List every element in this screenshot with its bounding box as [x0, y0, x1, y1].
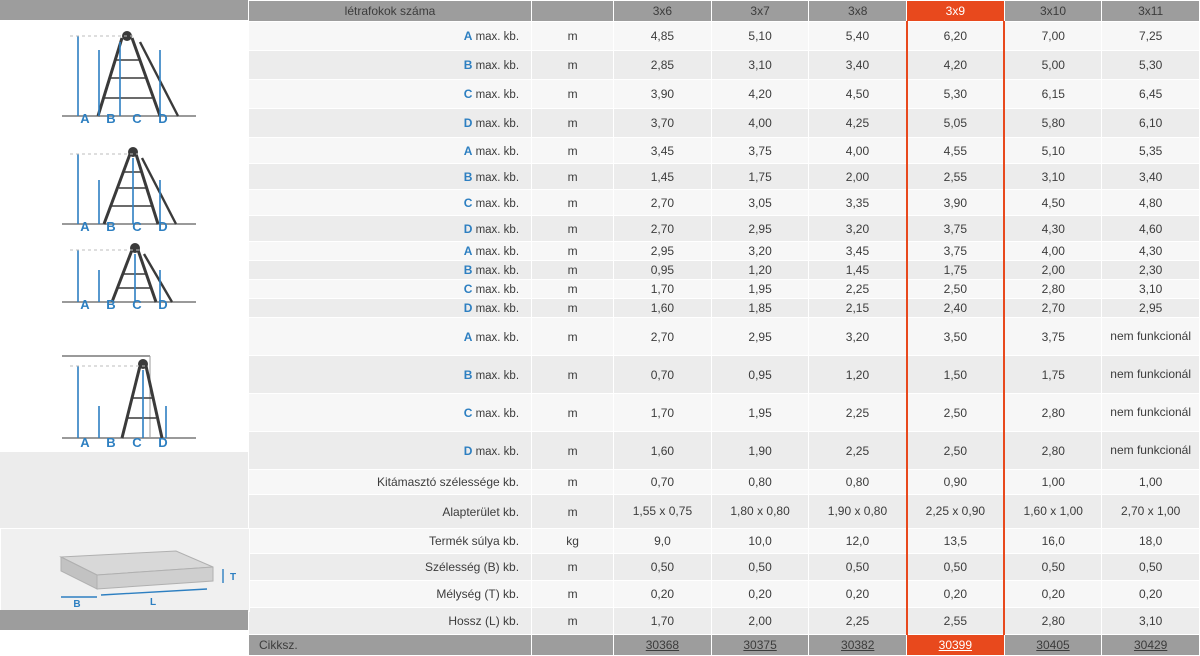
row-label [249, 190, 532, 216]
cell-3x6: 9,0 [614, 529, 712, 554]
article-number-value: 30405 [1036, 638, 1070, 652]
row-unit: kg [532, 529, 614, 554]
row-unit: m [532, 608, 614, 635]
cell-3x9: 0,90 [907, 470, 1005, 495]
cell-3x10: 2,70 [1004, 299, 1102, 318]
row-letter: B [463, 263, 473, 277]
row-letter: B [463, 169, 473, 184]
row-label: Termék súlya kb. [249, 529, 532, 554]
row-label [249, 356, 532, 394]
header-title: létrafokok száma [249, 1, 532, 22]
article-number-3x9[interactable] [907, 635, 1005, 656]
row-label: Szélesség (B) kb. [249, 554, 532, 581]
row-letter: D [463, 443, 473, 458]
row-support-width [249, 470, 1200, 495]
cell-3x10: 5,00 [1004, 51, 1102, 80]
row-unit: m [532, 109, 614, 138]
row-label [249, 318, 532, 356]
table-row [249, 299, 1200, 318]
row-package-depth [249, 581, 1200, 608]
table-row [249, 216, 1200, 242]
cell-3x6: 3,70 [614, 109, 712, 138]
header-col-3x6[interactable]: 3x6 [614, 1, 712, 22]
cell-3x11: 4,80 [1102, 190, 1200, 216]
row-letter: C [463, 87, 473, 101]
row-label [249, 242, 532, 261]
row-label-text: max. kb. [472, 31, 520, 43]
row-label-text: max. kb. [472, 89, 520, 101]
row-letter: D [463, 116, 473, 130]
cell-3x8: 0,50 [809, 554, 907, 581]
cell-3x11: 2,70 x 1,00 [1102, 495, 1200, 529]
cell-3x7: 5,10 [711, 22, 809, 51]
cell-3x6: 0,50 [614, 554, 712, 581]
cell-3x10: 2,80 [1004, 432, 1102, 470]
cell-3x6: 1,60 [614, 432, 712, 470]
row-package-length [249, 608, 1200, 635]
cell-3x11: 2,95 [1102, 299, 1200, 318]
table-row [249, 356, 1200, 394]
ladder-stair-configuration-icon [0, 314, 248, 452]
row-unit: m [532, 261, 614, 280]
figure-ladder-step-with-extension [0, 128, 248, 236]
row-unit: m [532, 51, 614, 80]
specification-table [248, 0, 1200, 656]
cell-3x9: 5,30 [907, 80, 1005, 109]
row-unit: m [532, 280, 614, 299]
package-box-icon [1, 529, 247, 609]
row-letter: A [463, 329, 473, 344]
cell-3x6: 0,20 [614, 581, 712, 608]
cell-3x9: 2,50 [907, 394, 1005, 432]
header-col-3x9[interactable]: 3x9 [907, 1, 1005, 22]
header-unit [532, 1, 614, 22]
row-product-weight [249, 529, 1200, 554]
cell-3x9: 2,40 [907, 299, 1005, 318]
cell-3x11: 6,45 [1102, 80, 1200, 109]
cell-3x6: 4,85 [614, 22, 712, 51]
cell-3x10: 4,30 [1004, 216, 1102, 242]
cell-3x7: 1,80 x 0,80 [711, 495, 809, 529]
row-label: Alapterület kb. [249, 495, 532, 529]
row-label-text: max. kb. [472, 284, 520, 296]
cell-3x6: 0,95 [614, 261, 712, 280]
cell-3x11: 2,30 [1102, 261, 1200, 280]
cell-3x8: 4,50 [809, 80, 907, 109]
cell-3x8: 2,25 [809, 432, 907, 470]
row-label-text: max. kb. [472, 171, 520, 184]
row-letter: B [463, 58, 473, 72]
table-header-row [249, 1, 1200, 22]
cell-3x8: 1,20 [809, 356, 907, 394]
cell-3x9: 13,5 [907, 529, 1005, 554]
cell-3x7: 1,20 [711, 261, 809, 280]
row-label [249, 216, 532, 242]
cell-3x7: 0,50 [711, 554, 809, 581]
table-row [249, 242, 1200, 261]
cell-3x9: 5,05 [907, 109, 1005, 138]
cell-3x9: 4,55 [907, 138, 1005, 164]
row-unit: m [532, 80, 614, 109]
row-label-text: max. kb. [472, 60, 520, 72]
cell-3x8: 1,90 x 0,80 [809, 495, 907, 529]
cell-3x11: 4,60 [1102, 216, 1200, 242]
illustration-blank-area [0, 452, 248, 528]
table-row [249, 318, 1200, 356]
table-row [249, 22, 1200, 51]
cell-3x8: 3,20 [809, 216, 907, 242]
article-number-value: 30368 [645, 638, 680, 652]
cell-3x8: 0,20 [809, 581, 907, 608]
row-unit: m [532, 216, 614, 242]
footer-row-article-numbers [249, 635, 1200, 656]
row-label-text: max. kb. [472, 369, 520, 382]
cell-3x6: 2,70 [614, 190, 712, 216]
cell-3x6: 3,45 [614, 138, 712, 164]
cell-3x6: 3,90 [614, 80, 712, 109]
cell-3x8: 3,45 [809, 242, 907, 261]
cell-3x8: 12,0 [809, 529, 907, 554]
cell-3x10: 2,00 [1004, 261, 1102, 280]
cell-3x11: 0,20 [1102, 581, 1200, 608]
cell-3x6: 2,95 [614, 242, 712, 261]
cell-3x6: 0,70 [614, 356, 712, 394]
svg-text:T: T [229, 572, 237, 583]
row-unit: m [532, 22, 614, 51]
cell-3x10: 16,0 [1004, 529, 1102, 554]
cell-3x7: 3,10 [711, 51, 809, 80]
article-number-value: 30429 [1133, 638, 1168, 652]
cell-3x8: 2,25 [809, 280, 907, 299]
cell-3x8: 0,80 [809, 470, 907, 495]
table-row [249, 109, 1200, 138]
cell-3x7: 1,95 [711, 394, 809, 432]
row-label [249, 138, 532, 164]
article-number-value: 30399 [938, 638, 973, 652]
svg-text:L: L [149, 597, 157, 608]
article-number-3x11[interactable] [1102, 635, 1200, 656]
cell-3x8: 5,40 [809, 22, 907, 51]
cell-3x6: 1,45 [614, 164, 712, 190]
table-row [249, 190, 1200, 216]
row-label [249, 80, 532, 109]
row-label-text: max. kb. [472, 407, 520, 420]
cell-3x6: 2,70 [614, 216, 712, 242]
footer-label: Cikksz. [249, 635, 532, 656]
article-number-3x10[interactable] [1004, 635, 1102, 656]
row-label [249, 261, 532, 280]
row-letter: A [463, 244, 473, 258]
figure-3-axis-labels: A B C D [80, 297, 168, 312]
cell-3x7: 0,80 [711, 470, 809, 495]
cell-3x11: nem funkcionál [1102, 356, 1200, 394]
cell-3x9: 0,50 [907, 554, 1005, 581]
cell-3x6: 2,85 [614, 51, 712, 80]
cell-3x6: 1,55 x 0,75 [614, 495, 712, 529]
illustration-header-fill [0, 0, 248, 20]
table-row [249, 51, 1200, 80]
row-label [249, 22, 532, 51]
cell-3x11: 6,10 [1102, 109, 1200, 138]
header-col-3x7[interactable]: 3x7 [711, 1, 809, 22]
row-unit: m [532, 138, 614, 164]
header-col-3x11[interactable]: 3x11 [1102, 1, 1200, 22]
row-unit: m [532, 581, 614, 608]
cell-3x9: 3,50 [907, 318, 1005, 356]
row-label-text: max. kb. [472, 445, 520, 458]
cell-3x8: 2,25 [809, 608, 907, 635]
cell-3x7: 1,95 [711, 280, 809, 299]
row-unit: m [532, 299, 614, 318]
cell-3x6: 0,70 [614, 470, 712, 495]
row-unit: m [532, 356, 614, 394]
cell-3x10: 6,15 [1004, 80, 1102, 109]
row-letter: A [463, 29, 473, 43]
cell-3x11: 3,10 [1102, 608, 1200, 635]
cell-3x7: 2,00 [711, 608, 809, 635]
cell-3x11: 18,0 [1102, 529, 1200, 554]
cell-3x6: 1,70 [614, 608, 712, 635]
cell-3x7: 3,20 [711, 242, 809, 261]
cell-3x11: 5,35 [1102, 138, 1200, 164]
row-letter: C [463, 405, 473, 420]
cell-3x10: 2,80 [1004, 280, 1102, 299]
row-package-width [249, 554, 1200, 581]
row-unit: m [532, 554, 614, 581]
cell-3x9: 1,75 [907, 261, 1005, 280]
table-row [249, 261, 1200, 280]
figure-package-box [0, 528, 250, 612]
row-unit: m [532, 242, 614, 261]
cell-3x8: 2,25 [809, 394, 907, 432]
cell-3x9: 3,75 [907, 242, 1005, 261]
cell-3x8: 2,00 [809, 164, 907, 190]
article-number-3x8[interactable] [809, 635, 907, 656]
cell-3x7: 1,85 [711, 299, 809, 318]
cell-3x7: 4,00 [711, 109, 809, 138]
figure-ladder-stair-configuration [0, 314, 248, 452]
cell-3x11: 7,25 [1102, 22, 1200, 51]
cell-3x10: 2,80 [1004, 394, 1102, 432]
cell-3x7: 3,75 [711, 138, 809, 164]
row-label [249, 164, 532, 190]
cell-3x10: 0,20 [1004, 581, 1102, 608]
cell-3x11: 0,50 [1102, 554, 1200, 581]
cell-3x10: 1,60 x 1,00 [1004, 495, 1102, 529]
cell-3x9: 1,50 [907, 356, 1005, 394]
header-col-3x10[interactable]: 3x10 [1004, 1, 1102, 22]
row-label-text: max. kb. [472, 223, 520, 236]
row-letter: B [463, 367, 473, 382]
cell-3x8: 3,40 [809, 51, 907, 80]
row-label-text: max. kb. [472, 265, 520, 277]
cell-3x10: 4,50 [1004, 190, 1102, 216]
svg-text:B: B [73, 599, 81, 609]
cell-3x7: 10,0 [711, 529, 809, 554]
cell-3x7: 3,05 [711, 190, 809, 216]
row-letter: A [463, 143, 473, 158]
row-unit: m [532, 470, 614, 495]
row-label [249, 51, 532, 80]
table-row [249, 432, 1200, 470]
row-label-text: max. kb. [472, 331, 520, 344]
header-col-3x8[interactable]: 3x8 [809, 1, 907, 22]
cell-3x9: 3,90 [907, 190, 1005, 216]
row-label: Hossz (L) kb. [249, 608, 532, 635]
cell-3x11: nem funkcionál [1102, 432, 1200, 470]
cell-3x9: 2,50 [907, 432, 1005, 470]
cell-3x10: 3,10 [1004, 164, 1102, 190]
cell-3x9: 4,20 [907, 51, 1005, 80]
table-row [249, 280, 1200, 299]
row-letter: D [463, 221, 473, 236]
cell-3x11: 3,10 [1102, 280, 1200, 299]
cell-3x7: 0,95 [711, 356, 809, 394]
footer-left-fill [0, 610, 248, 630]
cell-3x9: 2,50 [907, 280, 1005, 299]
row-letter: C [463, 282, 473, 296]
cell-3x10: 2,80 [1004, 608, 1102, 635]
cell-3x7: 0,20 [711, 581, 809, 608]
row-label [249, 394, 532, 432]
row-label-text: max. kb. [472, 118, 520, 130]
cell-3x8: 2,15 [809, 299, 907, 318]
figure-4-axis-labels: A B C D [80, 435, 168, 450]
cell-3x8: 3,35 [809, 190, 907, 216]
cell-3x9: 2,25 x 0,90 [907, 495, 1005, 529]
figure-1-axis-labels: A B C D [80, 111, 168, 126]
cell-3x9: 0,20 [907, 581, 1005, 608]
cell-3x7: 1,75 [711, 164, 809, 190]
row-label [249, 109, 532, 138]
cell-3x7: 4,20 [711, 80, 809, 109]
cell-3x6: 1,60 [614, 299, 712, 318]
row-label-text: max. kb. [472, 246, 520, 258]
row-letter: D [463, 301, 473, 315]
cell-3x10: 0,50 [1004, 554, 1102, 581]
article-number-value: 30375 [743, 638, 777, 652]
row-letter: C [463, 195, 473, 210]
cell-3x8: 4,00 [809, 138, 907, 164]
cell-3x8: 1,45 [809, 261, 907, 280]
row-label [249, 299, 532, 318]
cell-3x9: 3,75 [907, 216, 1005, 242]
cell-3x11: 4,30 [1102, 242, 1200, 261]
footer-unit [532, 635, 614, 656]
row-label: Mélység (T) kb. [249, 581, 532, 608]
cell-3x11: 1,00 [1102, 470, 1200, 495]
cell-3x10: 4,00 [1004, 242, 1102, 261]
table-row [249, 138, 1200, 164]
figure-ladder-step-double [0, 236, 248, 314]
table-row [249, 164, 1200, 190]
row-unit: m [532, 190, 614, 216]
cell-3x10: 5,80 [1004, 109, 1102, 138]
figure-2-axis-labels: A B C D [80, 219, 168, 234]
illustration-column [0, 0, 248, 630]
cell-3x10: 5,10 [1004, 138, 1102, 164]
table-row [249, 80, 1200, 109]
figure-ladder-a-frame-extended [0, 20, 248, 128]
cell-3x10: 3,75 [1004, 318, 1102, 356]
article-number-value: 30382 [841, 638, 875, 652]
article-number-3x6[interactable] [614, 635, 712, 656]
cell-3x9: 2,55 [907, 164, 1005, 190]
cell-3x6: 1,70 [614, 394, 712, 432]
row-unit: m [532, 495, 614, 529]
row-label-text: max. kb. [472, 145, 520, 158]
cell-3x10: 1,75 [1004, 356, 1102, 394]
table-row [249, 394, 1200, 432]
article-number-3x7[interactable] [711, 635, 809, 656]
row-label [249, 432, 532, 470]
cell-3x10: 7,00 [1004, 22, 1102, 51]
cell-3x8: 3,20 [809, 318, 907, 356]
row-label-text: max. kb. [472, 197, 520, 210]
cell-3x9: 6,20 [907, 22, 1005, 51]
cell-3x11: nem funkcionál [1102, 394, 1200, 432]
cell-3x11: 5,30 [1102, 51, 1200, 80]
cell-3x6: 2,70 [614, 318, 712, 356]
row-unit: m [532, 164, 614, 190]
row-unit: m [532, 432, 614, 470]
cell-3x10: 1,00 [1004, 470, 1102, 495]
cell-3x8: 4,25 [809, 109, 907, 138]
row-unit: m [532, 394, 614, 432]
cell-3x6: 1,70 [614, 280, 712, 299]
row-footprint [249, 495, 1200, 529]
row-label [249, 280, 532, 299]
cell-3x7: 1,90 [711, 432, 809, 470]
cell-3x11: nem funkcionál [1102, 318, 1200, 356]
cell-3x7: 2,95 [711, 216, 809, 242]
row-label: Kitámasztó szélessége kb. [249, 470, 532, 495]
cell-3x9: 2,55 [907, 608, 1005, 635]
cell-3x7: 2,95 [711, 318, 809, 356]
row-label-text: max. kb. [472, 303, 520, 315]
cell-3x11: 3,40 [1102, 164, 1200, 190]
row-unit: m [532, 318, 614, 356]
